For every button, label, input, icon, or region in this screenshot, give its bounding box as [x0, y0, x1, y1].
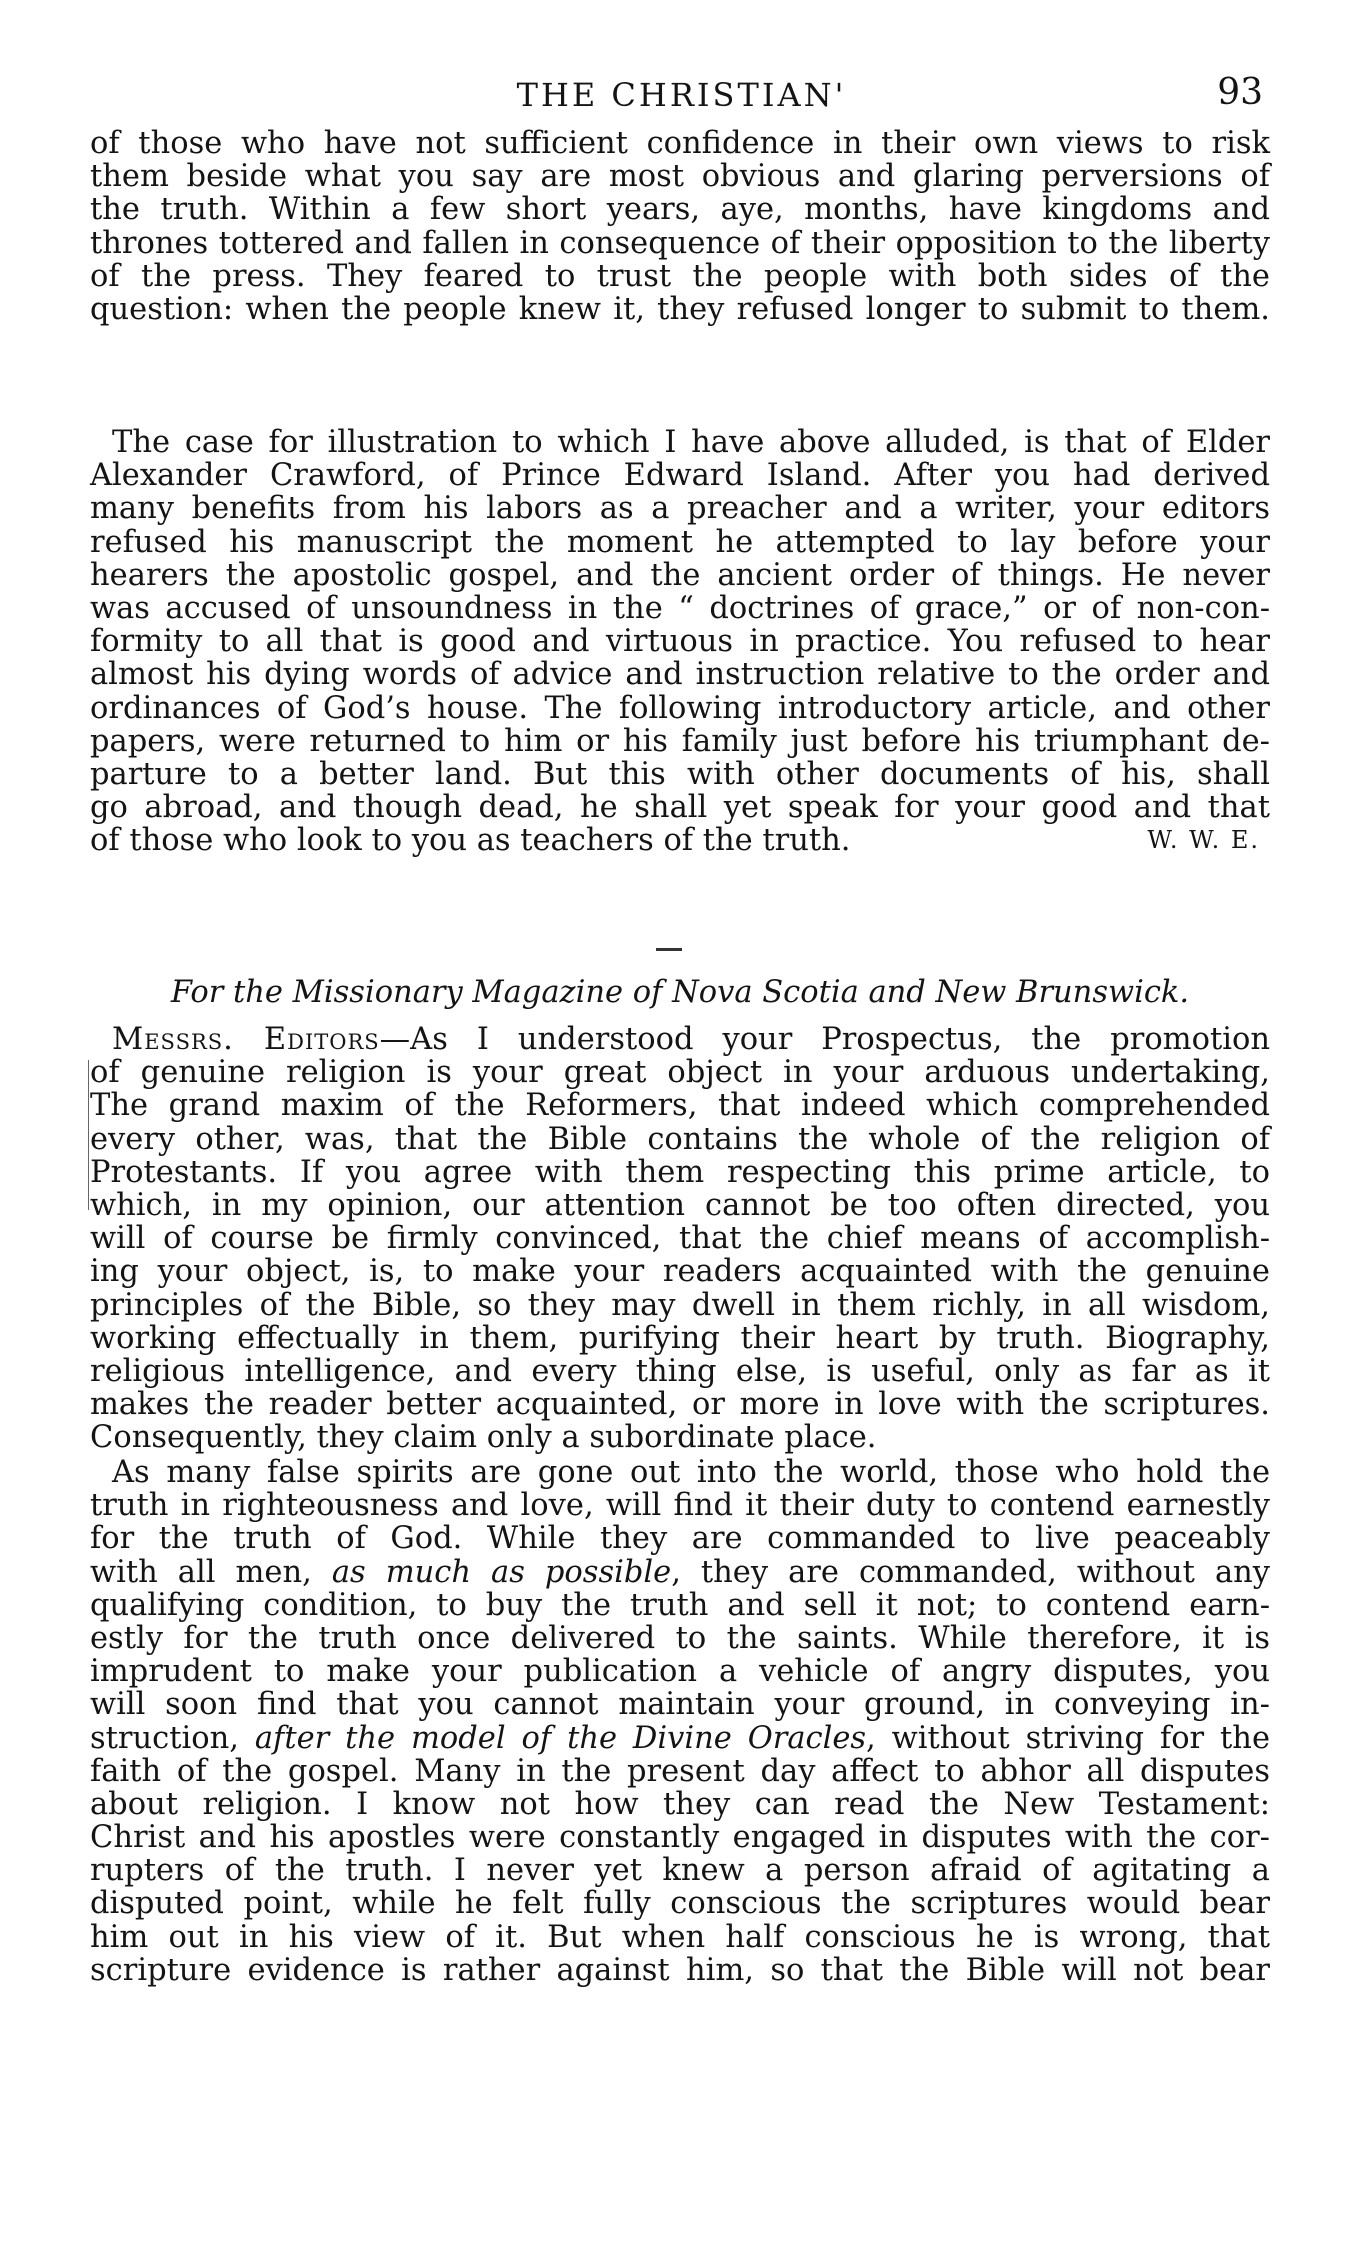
text-line: Protestants. If you agree with them respecting this prime article, to [90, 1154, 1270, 1190]
text-line: every other, was, that the Bible contains the whole of the religion of [90, 1121, 1270, 1157]
text-line: them beside what you say are most obvious and glaring perversions of [90, 159, 1270, 195]
text-line: of the press. They feared to trust the people with both sides of the [90, 258, 1270, 294]
text-run: , they are commanded, without any [671, 1554, 1271, 1590]
text-line: formity to all that is good and virtuous in practice. You refused to hear [90, 624, 1270, 660]
text-line: estly for the truth once delivered to the saints. While therefore, it is [90, 1620, 1270, 1656]
text-line: truth in righteousness and love, will find it their duty to contend earnestly [90, 1488, 1270, 1524]
text-line: As many false spirits are gone out into the world, those who hold the [112, 1455, 1270, 1490]
text-line [90, 1722, 1270, 1755]
italic-phrase: as much as possible [331, 1554, 672, 1590]
text-line: religious intelligence, and every thing else, is useful, only as far as it [90, 1353, 1270, 1389]
text-line: will soon find that you cannot maintain your ground, in conveying in- [90, 1687, 1270, 1723]
text-line-content: of those who look to you as teachers of the truth. [90, 823, 851, 859]
text-line: go abroad, and though dead, he shall yet speak for your good and that [90, 790, 1270, 826]
text-line: Consequently, they claim only a subordinate place. [90, 1420, 877, 1456]
text-line-content: —As I understood your Prospectus, the promotion [379, 1022, 1270, 1057]
page-header [0, 68, 1363, 128]
running-title: THE CHRISTIAN' [516, 76, 847, 114]
text-line: which, in my opinion, our attention cannot be too often directed, you [90, 1187, 1270, 1223]
article-heading-text: For the Missionary Magazine of Nova Scotia and New Brunswick. [170, 975, 1190, 1010]
text-line: about religion. I know not how they can read the New Testament: [90, 1786, 1270, 1822]
paragraph-crawford [90, 426, 1270, 857]
section-divider [656, 948, 682, 951]
text-line: Christ and his apostles were constantly engaged in disputes with the cor- [90, 1820, 1270, 1856]
text-line: The case for illustration to which I have above alluded, is that of Elder [112, 425, 1270, 460]
text-line: hearers the apostolic gospel, and the ancient order of things. He never [90, 557, 1270, 593]
text-line: working effectually in them, purifying their heart by truth. Biography, [90, 1320, 1270, 1356]
text-line: of those who have not sufficient confidence in their own views to risk [90, 126, 1270, 161]
text-line: parture to a better land. But this with other documents of his, shall [90, 756, 1270, 792]
text-run: with all men, [90, 1554, 332, 1590]
text-line: disputed point, while he felt fully conscious the scriptures would bear [90, 1886, 1270, 1922]
text-line [90, 1556, 1270, 1589]
salutation: Messrs. Editors [112, 1022, 380, 1057]
text-line [90, 1023, 1270, 1056]
text-line: qualifying condition, to buy the truth and sell it not; to contend earn- [90, 1587, 1270, 1623]
text-line: rupters of the truth. I never yet knew a person afraid of agitating a [90, 1853, 1270, 1889]
text-line: scripture evidence is rather against him, so that the Bible will not bear [90, 1952, 1270, 1988]
italic-phrase: after the model of the Divine Oracles [254, 1720, 867, 1756]
text-line: The grand maxim of the Reformers, that indeed which comprehended [90, 1088, 1270, 1124]
page-number: 93 [1217, 72, 1263, 113]
text-line: of genuine religion is your great object in your arduous undertaking, [90, 1055, 1270, 1091]
text-line: papers, were returned to him or his family just before his triumphant de- [90, 723, 1270, 759]
letter-paragraph-1 [90, 1023, 1270, 1454]
text-line: will of course be firmly convinced, that the chief means of accomplish- [90, 1221, 1270, 1257]
text-line: for the truth of God. While they are commanded to live peaceably [90, 1521, 1270, 1557]
text-line: ordinances of God’s house. The following introductory article, and other [90, 690, 1270, 726]
signature: W. W. E. [1147, 826, 1260, 855]
text-line: makes the reader better acquainted, or more in love with the scriptures. [90, 1387, 1270, 1423]
text-line [90, 824, 1270, 857]
text-line: many benefits from his labors as a preacher and a writer, your editors [90, 491, 1270, 527]
text-line: thrones tottered and fallen in consequence of their opposition to the liberty [90, 225, 1270, 261]
text-line: Alexander Crawford, of Prince Edward Island. After you had derived [90, 458, 1270, 494]
text-line: almost his dying words of advice and instruction relative to the order and [90, 657, 1270, 693]
text-line: question: when the people knew it, they refused longer to submit to them. [90, 291, 1270, 327]
text-line: him out in his view of it. But when half conscious he is wrong, that [90, 1919, 1270, 1955]
text-line: principles of the Bible, so they may dwell in them richly, in all wisdom, [90, 1287, 1270, 1323]
margin-rule [88, 1060, 89, 1210]
text-line: ing your object, is, to make your readers acquainted with the genuine [90, 1254, 1270, 1290]
text-line: faith of the gospel. Many in the present day affect to abhor all disputes [90, 1753, 1270, 1789]
text-run: , without striving for the [866, 1720, 1270, 1756]
text-line: imprudent to make your publication a vehicle of angry disputes, you [90, 1654, 1270, 1690]
text-run: struction, [90, 1720, 255, 1756]
letter-paragraph-2 [90, 1456, 1270, 1987]
text-line: the truth. Within a few short years, aye, months, have kingdoms and [90, 192, 1270, 228]
text-line: refused his manuscript the moment he attempted to lay before your [90, 524, 1270, 560]
text-line: was accused of unsoundness in the “ doctrines of grace,” or of non-con- [90, 590, 1270, 626]
article-heading [90, 975, 1270, 1011]
paragraph-continuation [90, 127, 1270, 326]
